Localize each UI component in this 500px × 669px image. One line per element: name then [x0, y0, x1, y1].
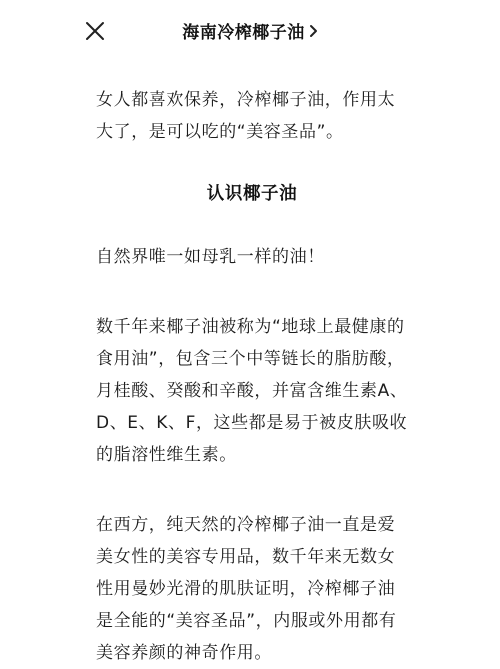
- page-title-link[interactable]: [0, 18, 500, 43]
- article-paragraph: 数千年来椰子油被称为“地球上最健康的食用油”，包含三个中等链长的脂肪酸，月桂酸、癸酸和辛酸，并富含维生素A、D、E、K、F，这些都是易于被皮肤吸收的脂溶性维生素。: [96, 317, 408, 465]
- article-body: [96, 84, 408, 669]
- section-heading: 认识椰子油: [206, 184, 298, 204]
- intro-paragraph: 女人都喜欢保养，冷榨椰子油，作用太大了，是可以吃的“美容圣品”。: [96, 90, 396, 142]
- article-paragraph: 在西方，纯天然的冷榨椰子油一直是爱美女性的美容专用品，数千年来无数女性用曼妙光滑的肌肤证明，冷榨椰子油是全能的“美容圣品”，内服或外用都有美容养颜的神奇作用。: [96, 515, 397, 663]
- page-title: 海南冷榨椰子油: [182, 23, 305, 43]
- article-paragraph: 自然界唯一如母乳一样的油！: [96, 247, 325, 267]
- top-nav-bar: [0, 0, 500, 62]
- chevron-right-icon: [309, 23, 318, 43]
